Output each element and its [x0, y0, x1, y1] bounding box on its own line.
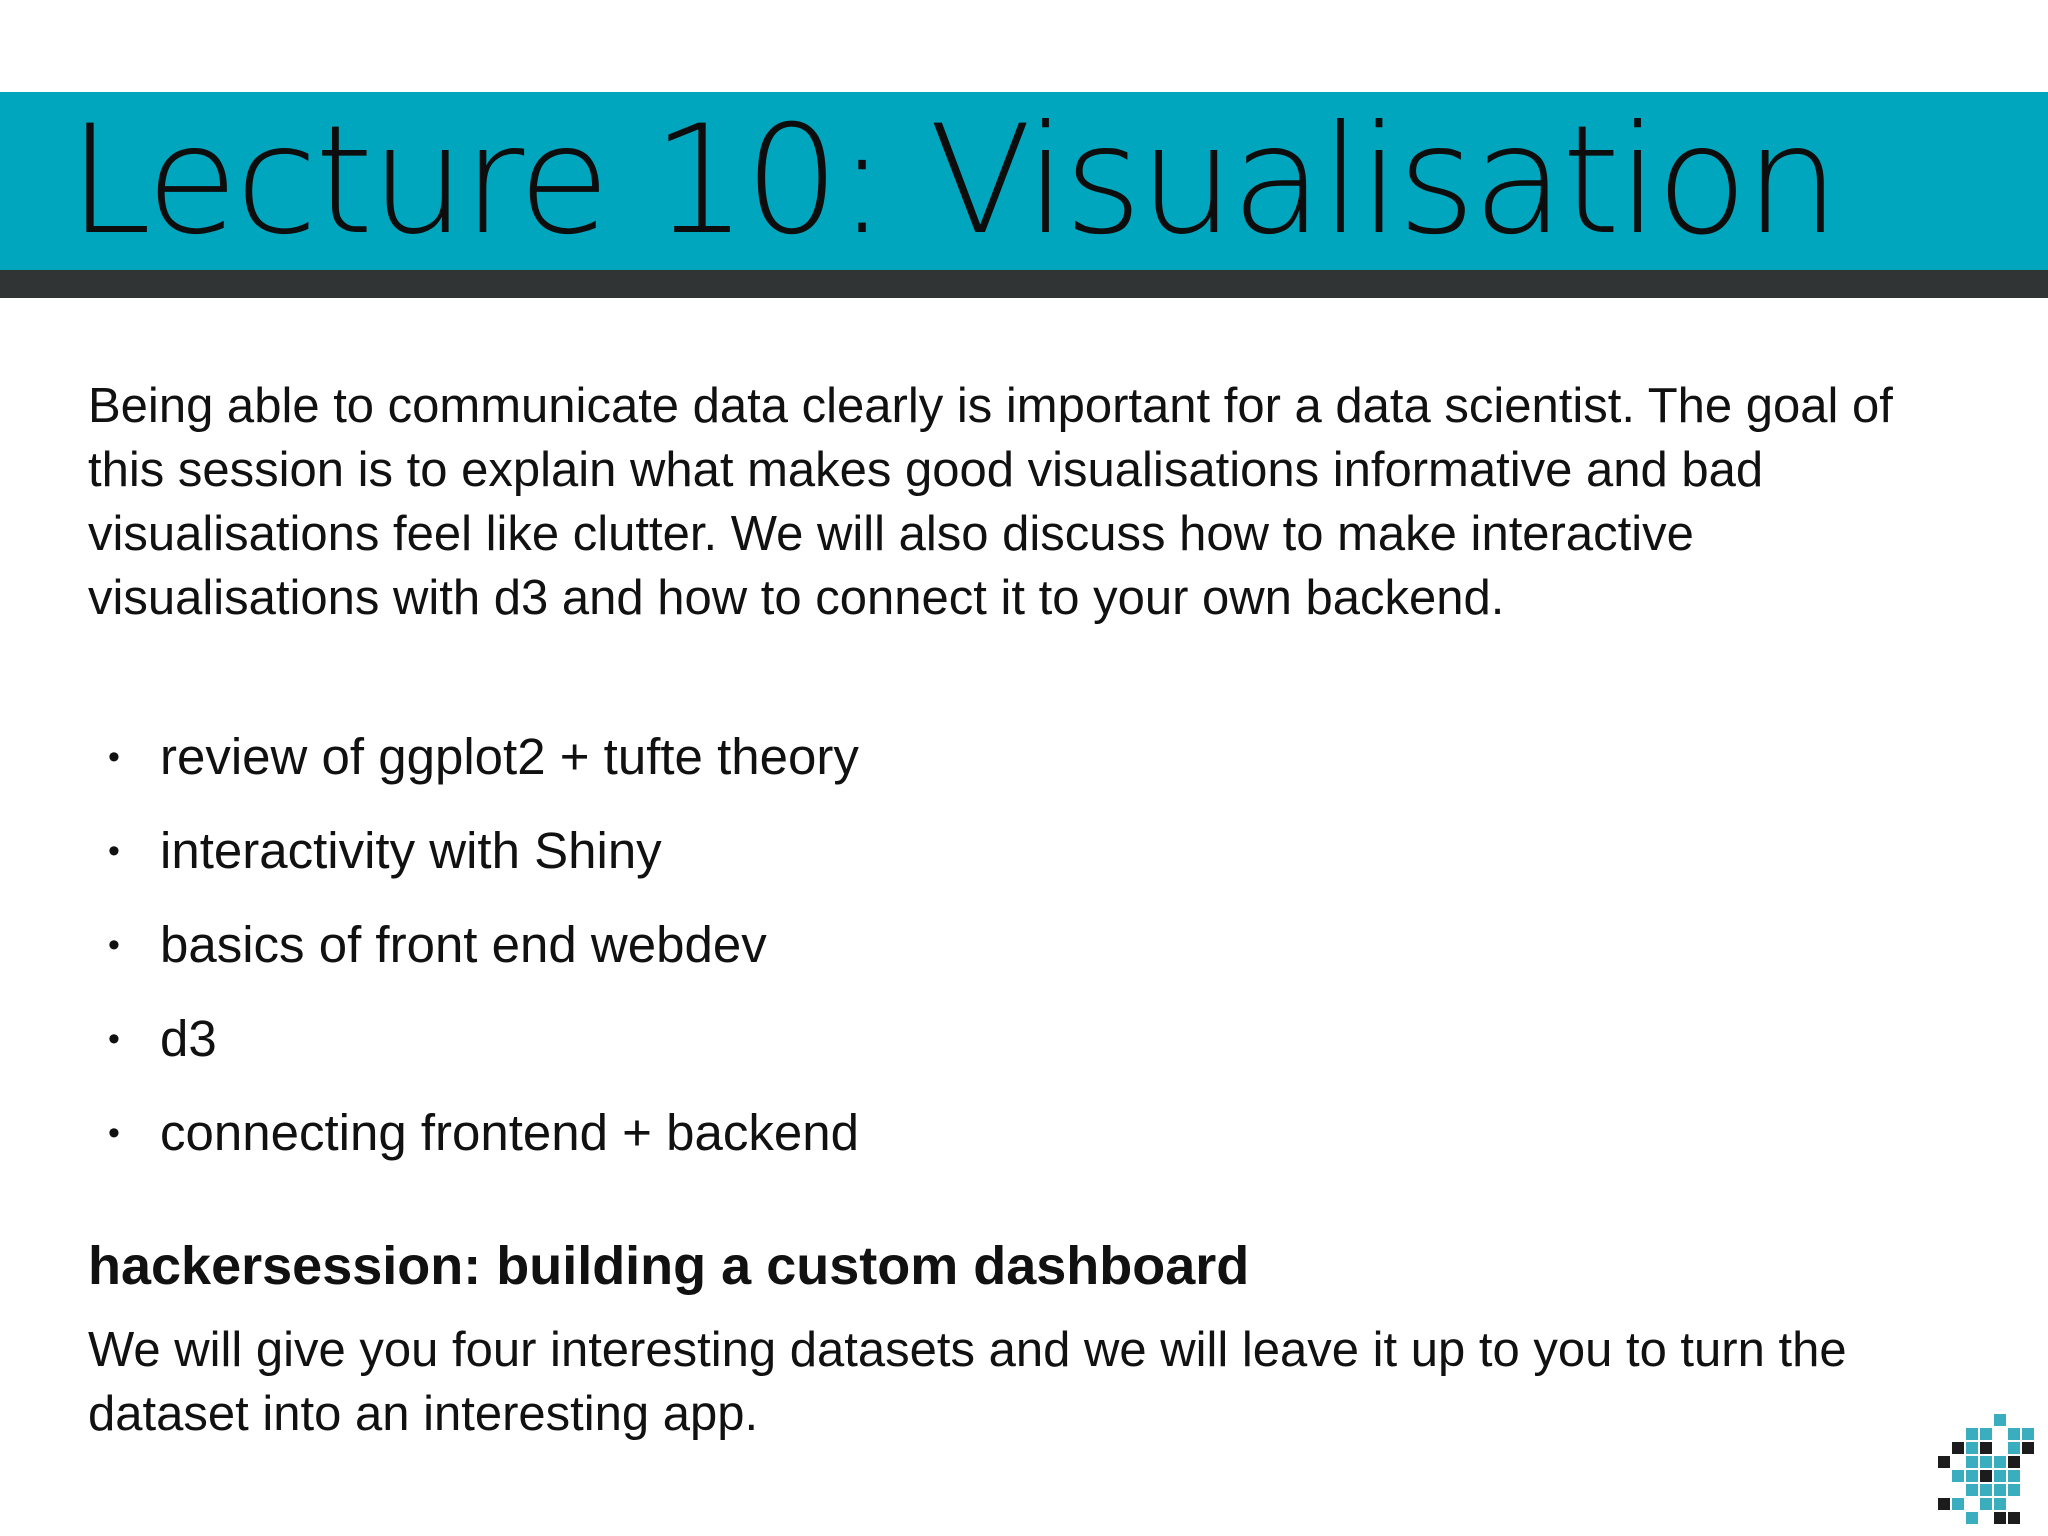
logo-cell — [2008, 1428, 2020, 1440]
logo-cell — [1994, 1512, 2006, 1524]
logo-cell — [2008, 1512, 2020, 1524]
title-divider — [0, 270, 2048, 298]
topic-text: d3 — [160, 1010, 217, 1067]
list-item — [108, 1100, 859, 1194]
list-item — [108, 1006, 859, 1100]
logo-cell — [1994, 1414, 2006, 1426]
topic-text: interactivity with Shiny — [160, 822, 662, 879]
logo-cell — [1980, 1456, 1992, 1468]
logo-cell — [1966, 1512, 1978, 1524]
pixel-grid-logo-icon — [1938, 1400, 2042, 1530]
logo-cell — [1952, 1470, 1964, 1482]
logo-cell — [1994, 1498, 2006, 1510]
logo-cell — [2022, 1428, 2034, 1440]
logo-cell — [1938, 1456, 1950, 1468]
bullet-icon: • — [108, 832, 120, 870]
topic-text: connecting frontend + backend — [160, 1104, 859, 1161]
intro-paragraph: Being able to communicate data clearly is important for a data scientist. The goal of this session is to explain what makes good visualisations informative and bad visualisations feel like clutter. We will also discuss how to make interactive visualisations with d3 and how to connect it to your own backend. — [88, 379, 1893, 625]
hacker-session-text: We will give you four interesting datasets and we will leave it up to you to turn the dataset into an interesting app. — [88, 1323, 1847, 1441]
logo-cell — [2008, 1470, 2020, 1482]
logo-cell — [1952, 1442, 1964, 1454]
logo-cell — [2008, 1484, 2020, 1496]
bullet-icon: • — [108, 1114, 120, 1152]
logo-cell — [1980, 1470, 1992, 1482]
topic-text: review of ggplot2 + tufte theory — [160, 728, 859, 785]
logo-cell — [1994, 1484, 2006, 1496]
hacker-session-heading: hackersession: building a custom dashboard — [88, 1236, 1250, 1296]
logo-cell — [1966, 1442, 1978, 1454]
logo-cell — [1938, 1498, 1950, 1510]
bullet-icon: • — [108, 1020, 120, 1058]
list-item — [108, 724, 859, 818]
logo-cell — [1966, 1470, 1978, 1482]
bullet-icon: • — [108, 926, 120, 964]
logo-cell — [2008, 1456, 2020, 1468]
topic-list — [108, 724, 859, 1194]
list-item — [108, 818, 859, 912]
bullet-icon: • — [108, 738, 120, 776]
logo-cell — [1980, 1428, 1992, 1440]
logo-cell — [1994, 1456, 2006, 1468]
slide-title: Lecture 10: Visualisation — [68, 94, 1837, 268]
logo-cell — [1952, 1498, 1964, 1510]
logo-cell — [1966, 1484, 1978, 1496]
logo-cell — [1966, 1428, 1978, 1440]
topic-text: basics of front end webdev — [160, 916, 767, 973]
list-item — [108, 912, 859, 1006]
logo-cell — [1980, 1498, 1992, 1510]
logo-cell — [2022, 1442, 2034, 1454]
logo-cell — [1980, 1484, 1992, 1496]
logo-cell — [1980, 1442, 1992, 1454]
logo-cell — [2008, 1442, 2020, 1454]
logo-cell — [1994, 1470, 2006, 1482]
logo-cell — [1966, 1456, 1978, 1468]
